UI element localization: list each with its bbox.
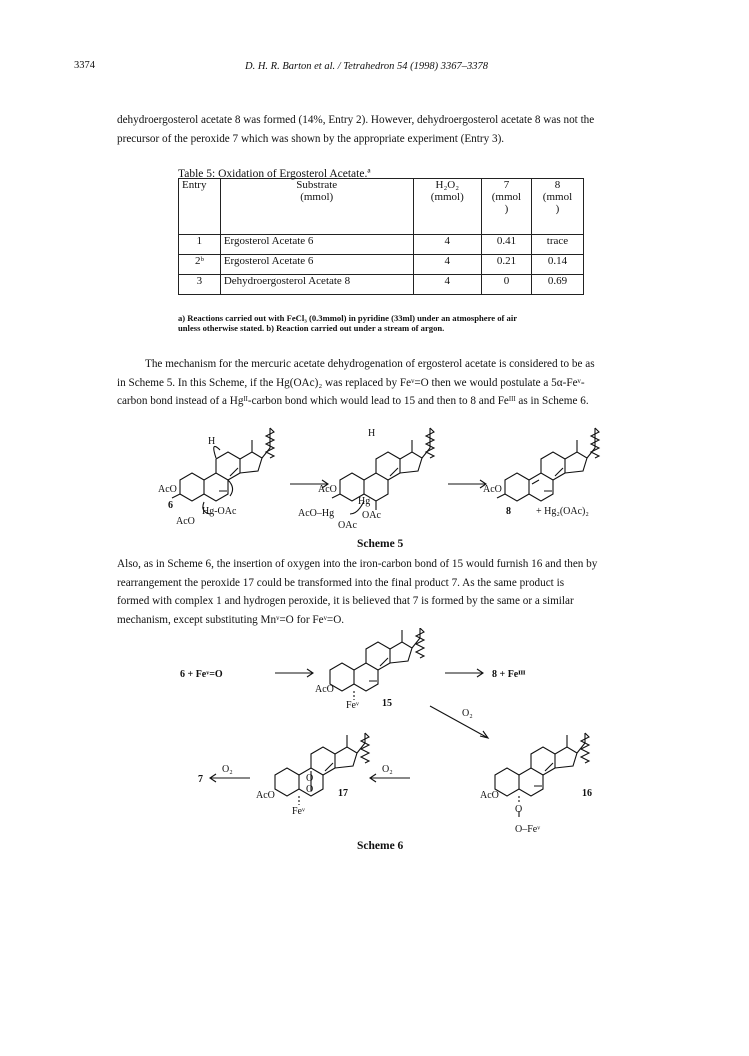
cell-7: 0 — [481, 275, 531, 295]
label-o: O — [306, 773, 314, 784]
cell-8: 0.69 — [531, 275, 583, 295]
para-line: formed with complex 1 and hydrogen peroxide, it is believed that 7 is formed by the same or a similar — [117, 595, 574, 607]
label-aco: AcO — [315, 684, 334, 695]
running-title: D. H. R. Barton et al. / Tetrahedron 54 (1998) 3367–3378 — [245, 61, 489, 72]
scheme6-diagram — [180, 628, 610, 843]
cell-entry: 3 — [179, 275, 221, 295]
footnote-a: a) Reactions carried out with FeCl₃ (0.3mmol) in pyridine (33ml) under an atmosphere of air — [178, 313, 518, 323]
cell-7: 0.41 — [481, 235, 531, 255]
th-8: 8 (mmol ) — [531, 179, 583, 235]
label-o: O — [515, 804, 523, 815]
table5-footnote — [178, 313, 598, 333]
scheme5-caption: Scheme 5 — [357, 538, 404, 550]
label-aco: AcO — [483, 484, 502, 495]
label-fe: Feᵛ — [292, 806, 305, 817]
para-line: carbon bond instead of a Hgᴵᴵ-carbon bond which would lead to 15 and then to 8 and Feᴵᴵᴵ as in Scheme 6. — [117, 395, 589, 407]
label-ofe: O–Feᵛ — [515, 824, 541, 835]
cell-h2o2: 4 — [413, 255, 481, 275]
label-o2: O₂ — [382, 764, 393, 775]
label-8: 8 — [506, 506, 511, 517]
cell-8: 0.14 — [531, 255, 583, 275]
label-aco: AcO — [480, 790, 499, 801]
label-product: + Hg₂(OAc)₂ — [536, 506, 589, 517]
label-aco: AcO — [176, 516, 195, 527]
label-o2: O₂ — [462, 708, 473, 719]
label-hg: Hg — [358, 496, 371, 507]
label-aco-hg: AcO–Hg — [298, 508, 335, 519]
label-o2: O₂ — [222, 764, 233, 775]
cell-entry: 1 — [179, 235, 221, 255]
cell-7: 0.21 — [481, 255, 531, 275]
table5 — [178, 178, 584, 295]
label-hgoac: Hg-OAc — [202, 506, 237, 517]
label-16: 16 — [582, 788, 592, 799]
para-line: rearrangement the peroxide 17 could be transformed into the final product 7. As the same product is — [117, 576, 565, 589]
cell-substrate: Dehydroergosterol Acetate 8 — [220, 275, 413, 295]
cell-h2o2: 4 — [413, 275, 481, 295]
also-paragraph — [117, 555, 657, 629]
label-h: H — [208, 436, 216, 447]
label-7: 7 — [198, 774, 203, 785]
label-aco: AcO — [256, 790, 275, 801]
label-o: O — [306, 784, 314, 795]
para-line: in Scheme 5. In this Scheme, if the Hg(OAc)₂ was replaced by Feᵛ=O then we would postulate a 5α-Feᵛ- — [117, 376, 585, 389]
mechanism-paragraph — [117, 355, 657, 411]
intro-line: dehydroergosterol acetate 8 was formed (14%, Entry 2). However, dehydroergosterol acetate 8 was not the — [117, 114, 595, 126]
footnote-b: unless otherwise stated. b) Reaction carried out under a stream of argon. — [178, 323, 445, 333]
label-end: 8 + Feᴵᴵᴵ — [492, 669, 526, 680]
label-h: H — [368, 428, 376, 439]
scheme6-caption: Scheme 6 — [357, 840, 404, 852]
cell-h2o2: 4 — [413, 235, 481, 255]
table-header-row — [179, 179, 584, 235]
label-fe: Feᵛ — [346, 700, 359, 711]
table5-caption-text: Table 5: Oxidation of Ergosterol Acetate.ª — [178, 168, 371, 180]
th-h2o2: H₂O₂ (mmol) — [413, 179, 481, 235]
para-line: The mechanism for the mercuric acetate dehydrogenation of ergosterol acetate is considered to be as — [145, 358, 595, 370]
para-line: mechanism, except substituting Mnᵛ=O for Feᵛ=O. — [117, 613, 345, 626]
scheme5-diagram — [150, 418, 620, 548]
th-substrate: Substrate (mmol) — [220, 179, 413, 235]
label-15: 15 — [382, 698, 392, 709]
table-row — [179, 255, 584, 275]
label-aco: AcO — [318, 484, 337, 495]
cell-substrate: Ergosterol Acetate 6 — [220, 235, 413, 255]
label-aco: AcO — [158, 484, 177, 495]
table-row — [179, 235, 584, 255]
label-oac: OAc — [338, 520, 357, 531]
label-17: 17 — [338, 788, 348, 799]
label-start: 6 + Feᵛ=O — [180, 669, 223, 680]
intro-line: precursor of the peroxide 7 which was shown by the appropriate experiment (Entry 3). — [117, 132, 505, 145]
cell-entry: 2ᵇ — [179, 255, 221, 275]
th-entry: Entry — [179, 179, 221, 235]
intro-paragraph — [117, 111, 657, 148]
para-line: Also, as in Scheme 6, the insertion of oxygen into the iron-carbon bond of 15 would furnish 16 and then by — [117, 558, 598, 570]
page-number: 3374 — [74, 60, 95, 71]
label-6: 6 — [168, 500, 173, 511]
label-oac: OAc — [362, 510, 381, 521]
table-row — [179, 275, 584, 295]
th-7: 7 (mmol ) — [481, 179, 531, 235]
cell-8: trace — [531, 235, 583, 255]
cell-substrate: Ergosterol Acetate 6 — [220, 255, 413, 275]
